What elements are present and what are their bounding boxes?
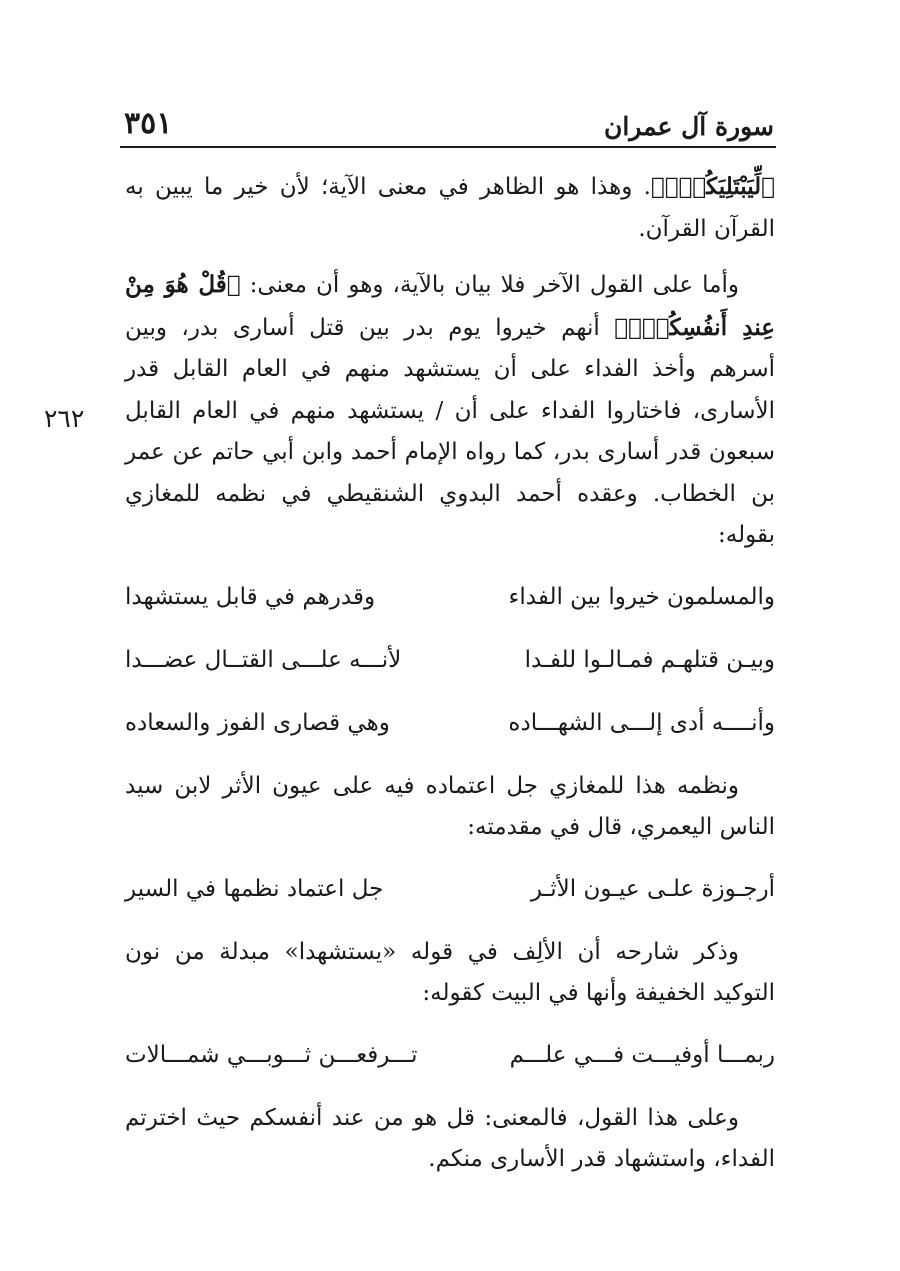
quran-quote: ﴿لِّيَبْتَلِيَكُمْۖ﴾ bbox=[650, 173, 775, 200]
paragraph-text: وذكر شارحه أن الألِف في قوله «يستشهدا» مبدلة من نون التوكيد الخفيفة وأنها في البيت كقوله: bbox=[125, 938, 775, 1006]
poem-verse bbox=[125, 577, 775, 618]
verse-second-hemistich: وهي قصارى الفوز والسعاده bbox=[125, 709, 390, 736]
verse-first-hemistich: أرجـوزة علـى عيـون الأثـر bbox=[530, 875, 775, 902]
verse-second-hemistich: تـــرفعـــن ثـــوبـــي شمـــالات bbox=[125, 1041, 418, 1068]
page-number: ٣٥١ bbox=[124, 106, 173, 141]
verse-first-hemistich: ربمـــا أوفيـــت فـــي علـــم bbox=[509, 1041, 775, 1068]
verse-first-hemistich: وبيـن قتلهـم فمـالـوا للفـدا bbox=[524, 646, 775, 673]
paragraph-text: . وهذا هو الظاهر في معنى الآية؛ لأن خير ما يبين به القرآن القرآن. bbox=[125, 174, 775, 242]
page-header bbox=[120, 100, 776, 148]
paragraph-text: أنهم خيروا يوم بدر بين قتل أسارى بدر، وبين أسرهم وأخذ الفداء على أن يستشهد منهم في العام القابل قدر الأسارى، فاختاروا الفداء على أن / يستشهد منهم في العام القابل سبعون قدر أسارى بدر، كما رواه الإمام أحمد وابن أبي حاتم عن عمر بن الخطاب. وعقده أحمد البدوي الشنقيطي في نظمه للمغازي بقوله: bbox=[125, 314, 775, 548]
poem-verse bbox=[125, 1035, 775, 1076]
paragraph-text: وعلى هذا القول، فالمعنى: قل هو من عند أنفسكم حيث اخترتم الفداء، واستشهاد قدر الأسارى منكم. bbox=[125, 1104, 775, 1172]
paragraph-3 bbox=[125, 766, 775, 849]
paragraph-5 bbox=[125, 1098, 775, 1181]
verse-second-hemistich: جل اعتماد نظمها في السير bbox=[125, 875, 384, 902]
quran-quote: ﴿قُلْ هُوَ مِنْ عِندِ أَنفُسِكُمْۗ﴾ bbox=[125, 271, 775, 341]
surah-title: سورة آل عمران bbox=[603, 112, 774, 141]
verse-second-hemistich: لأنـــه علـــى القتــال عضـــدا bbox=[125, 646, 402, 673]
poem-verse bbox=[125, 869, 775, 910]
page-body bbox=[125, 166, 775, 1195]
paragraph-text: وأما على القول الآخر فلا بيان بالآية، وهو أن معنى: bbox=[240, 272, 739, 298]
verse-second-hemistich: وقدرهم في قابل يستشهدا bbox=[125, 583, 376, 610]
paragraph-1 bbox=[125, 166, 775, 250]
paragraph-text: ونظمه هذا للمغازي جل اعتماده فيه على عيون الأثر لابن سيد الناس اليعمري، قال في مقدمته: bbox=[125, 772, 775, 840]
poem-verse bbox=[125, 640, 775, 681]
verse-first-hemistich: وأنــــه أدى إلـــى الشهـــاده bbox=[508, 709, 775, 736]
paragraph-4 bbox=[125, 932, 775, 1015]
poem-verse bbox=[125, 703, 775, 744]
paragraph-2 bbox=[125, 264, 775, 557]
verse-first-hemistich: والمسلمون خيروا بين الفداء bbox=[508, 583, 775, 610]
margin-page-reference: ٢٦٢ bbox=[44, 404, 85, 433]
